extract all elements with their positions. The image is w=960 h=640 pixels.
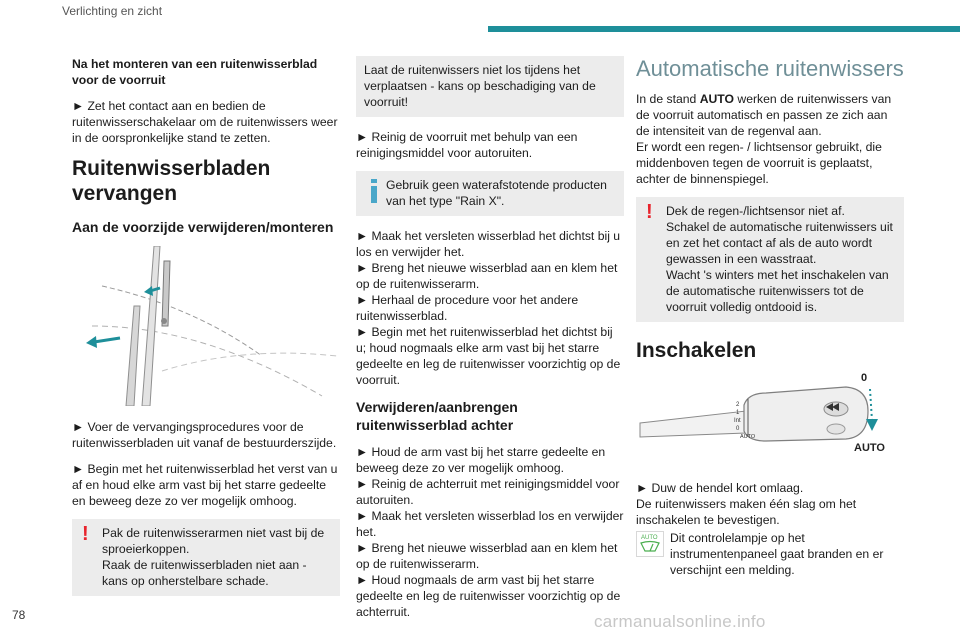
note-text: Laat de ruitenwissers niet los tijdens het verplaatsen - kans op beschadiging van de voorruit! <box>364 63 596 109</box>
header-accent-bar <box>488 26 960 32</box>
stalk-label-top: 0 <box>861 372 868 384</box>
auto-heading: Automatische ruitenwissers <box>636 56 904 81</box>
ring-label-2: 2 <box>736 402 740 408</box>
ring-label-1: 1 <box>736 410 740 416</box>
enable-step: ► Duw de hendel kort omlaag. De ruitenwissers maken één slag om het inschakelen te bevestigen. <box>636 481 857 527</box>
enable-heading: Inschakelen <box>636 339 757 362</box>
replace-steps: ► Maak het versleten wisserblad het dichtst bij u los en verwijder het. ► Breng het nieuwe wisserblad aan en klem het op de ruitenwisserarm. ► Herhaal de procedure voor het andere ruitenwisserblad. ► Begin met het ruitenwisserblad het dichtst bij u; houd nogmaals elke arm vast bij het starre gedeelte en leg de ruitenwisser voorzichtig op de voorruit. <box>356 229 621 387</box>
info-text: Gebruik geen waterafstotende producten van het type "Rain X". <box>386 178 607 208</box>
warning-box-arms <box>72 519 340 596</box>
clean-text: ► Reinig de voorruit met behulp van een reinigingsmiddel voor autoruiten. <box>356 130 578 160</box>
page-number: 78 <box>12 608 26 622</box>
section-title: Verlichting en zicht <box>62 4 163 18</box>
sensor-warning-text: Dek de regen-/lichtsensor niet af. Schakel de automatische ruitenwissers uit en zet het contact af als de auto wordt gewassen in een wasstraat. Wacht 's winters met het inschakelen van de automatische ruitenwissers tot de voorruit volledig ontdooid is. <box>666 204 893 314</box>
stalk-label-bottom: AUTO <box>854 442 885 454</box>
column-1 <box>72 56 340 608</box>
front-heading: Aan de voorzijde verwijderen/monteren <box>72 219 334 235</box>
column-3 <box>636 56 904 578</box>
intro-pre: In de stand <box>636 92 700 106</box>
rear-heading: Verwijderen/aanbrengen ruitenwisserblad achter <box>356 399 518 433</box>
intro-post: werken de ruitenwissers van de voorruit automatisch en passen ze zich aan de intensiteit van de regenval aan. Er wordt een regen- / lichtsensor gebruikt, die middenboven tegen de voorruit is geplaatst, achter de binnenspiegel. <box>636 92 892 186</box>
ring-label-auto: AUTO <box>740 434 756 440</box>
lamp-text: Dit controlelampje op het instrumentenpaneel gaat branden en er verschijnt een melding. <box>670 531 884 577</box>
front-step-1: ► Voer de vervangingsprocedures voor de ruitenwisserbladen uit vanaf de bestuurderszijde. <box>72 420 337 450</box>
lamp-label: AUTO <box>641 535 658 541</box>
column-2 <box>356 56 624 630</box>
intro-bold: AUTO <box>699 92 735 106</box>
warning-box-sensor <box>636 197 904 322</box>
mount-text: ► Zet het contact aan en bedien de ruitenwisserschakelaar om de ruitenwissers weer in de oorspronkelijke stand te zetten. <box>72 99 338 145</box>
warning-icon: ! <box>646 201 653 223</box>
info-box-rainx <box>356 171 624 216</box>
auto-wiper-lamp-icon <box>636 531 664 557</box>
lamp-row <box>636 530 904 578</box>
auto-intro <box>636 91 904 187</box>
wiper-illustration <box>72 246 340 411</box>
ring-label-int: Int <box>734 418 741 424</box>
ring-label-0: 0 <box>736 426 740 432</box>
warning-text: Pak de ruitenwisserarmen niet vast bij de sproeierkoppen. Raak de ruitenwisserbladen niet aan - kans op onherstelbare schade. <box>102 526 325 588</box>
front-step-2: ► Begin met het ruitenwisserblad het verst van u af en houd elke arm vast bij het starre gedeelte en beweeg deze zo ver mogelijk omhoog. <box>72 462 338 508</box>
info-icon <box>368 179 380 203</box>
rear-steps: ► Houd de arm vast bij het starre gedeelte en beweeg deze zo ver mogelijk omhoog. ► Reinig de achterruit met reinigingsmiddel voor autoruiten. ► Maak het versleten wisserblad los en verwijder het. ► Breng het nieuwe wisserblad aan en klem het op de ruitenwisserarm. ► Houd nogmaals de arm vast bij het starre gedeelte en leg de ruitenwisser voorzichtig op de achterruit. <box>356 445 624 619</box>
warning-icon: ! <box>82 523 89 545</box>
mount-title: Na het monteren van een ruitenwisserblad voor de voorruit <box>72 57 318 87</box>
replace-heading: Ruitenwisserbladen vervangen <box>72 157 271 205</box>
note-box-top <box>356 56 624 117</box>
watermark-text: carmanualsonline.info <box>594 612 766 631</box>
stalk-illustration <box>636 371 904 472</box>
